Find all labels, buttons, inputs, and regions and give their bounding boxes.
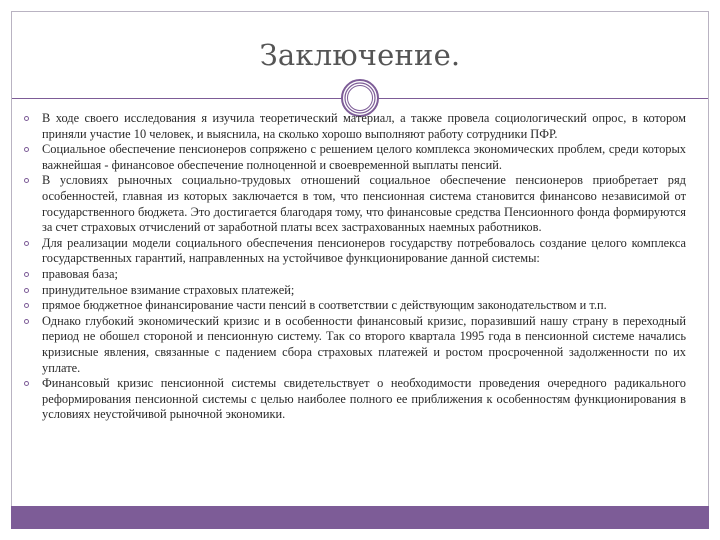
list-item	[22, 236, 686, 267]
list-item-text: В условиях рыночных социально-трудовых отношений социальное обеспечение пенсионеров приобретает ряд особенностей, главная из которых заключается в том, что пенсионная система становится финансово независимой от государственного бюджета. Это достигается благодаря тому, что финансовые средства Пенсионного фонда формируются за счет страховых отчислений от заработной платы всех застрахованных наемных работников.	[42, 173, 686, 235]
list-item	[22, 111, 686, 142]
list-item-text: Финансовый кризис пенсионной системы свидетельствует о необходимости проведения очередного радикального реформирования пенсионной системы с целью наиболее полного ее приближения к особенностям функционирования в условиях неустойчивой рыночной экономики.	[42, 376, 686, 422]
ring-bullet-icon	[24, 178, 29, 183]
list-item	[22, 298, 686, 314]
list-item	[22, 376, 686, 423]
list-item-text: Однако глубокий экономический кризис и в особенности финансовый кризис, поразивший нашу страну в переходный период не обошел стороной и пенсионную систему. Так со второго квартала 1995 года в пенсионной системе начались кризисные явления, связанные с падением сбора страховых платежей и ростом просроченной задолженности по их уплате.	[42, 313, 686, 375]
ring-bullet-icon	[24, 116, 29, 121]
list-item	[22, 283, 686, 299]
list-item	[22, 142, 686, 173]
ring-bullet-icon	[24, 319, 29, 324]
list-item-text: Социальное обеспечение пенсионеров сопряжено с решением целого комплекса экономических проблем, среди которых важнейшая - финансовое обеспечение полноценной и своевременной выплаты пенсий.	[42, 142, 686, 172]
ring-bullet-icon	[24, 381, 29, 386]
list-item	[22, 314, 686, 376]
bullet-list-container	[22, 111, 686, 423]
ring-bullet-icon	[24, 147, 29, 152]
list-item-text: Для реализации модели социального обеспечения пенсионеров государству потребовалось создание целого комплекса государственных гарантий, направленных на устойчивое функционирование данной системы:	[42, 235, 686, 266]
list-item-text: В ходе своего исследования я изучила теоретический материал, а также провела социологический опрос, в котором приняли участие 10 человек, и выяснила, на сколько хорошо выполняют работу сотрудники ПФР.	[42, 111, 686, 141]
bullet-list	[22, 111, 686, 423]
bottom-accent-bar	[11, 506, 709, 529]
slide-title: Заключение.	[259, 38, 461, 72]
ring-bullet-icon	[24, 288, 29, 293]
list-item	[22, 173, 686, 235]
ring-bullet-icon	[24, 241, 29, 246]
list-item-text: принудительное взимание страховых платежей;	[42, 282, 295, 297]
ring-bullet-icon	[24, 272, 29, 277]
ring-bullet-icon	[24, 303, 29, 308]
list-item-text: прямое бюджетное финансирование части пенсий в соответствии с действующим законодательством и т.п.	[42, 298, 607, 313]
list-item	[22, 267, 686, 283]
list-item-text: правовая база;	[42, 266, 118, 281]
